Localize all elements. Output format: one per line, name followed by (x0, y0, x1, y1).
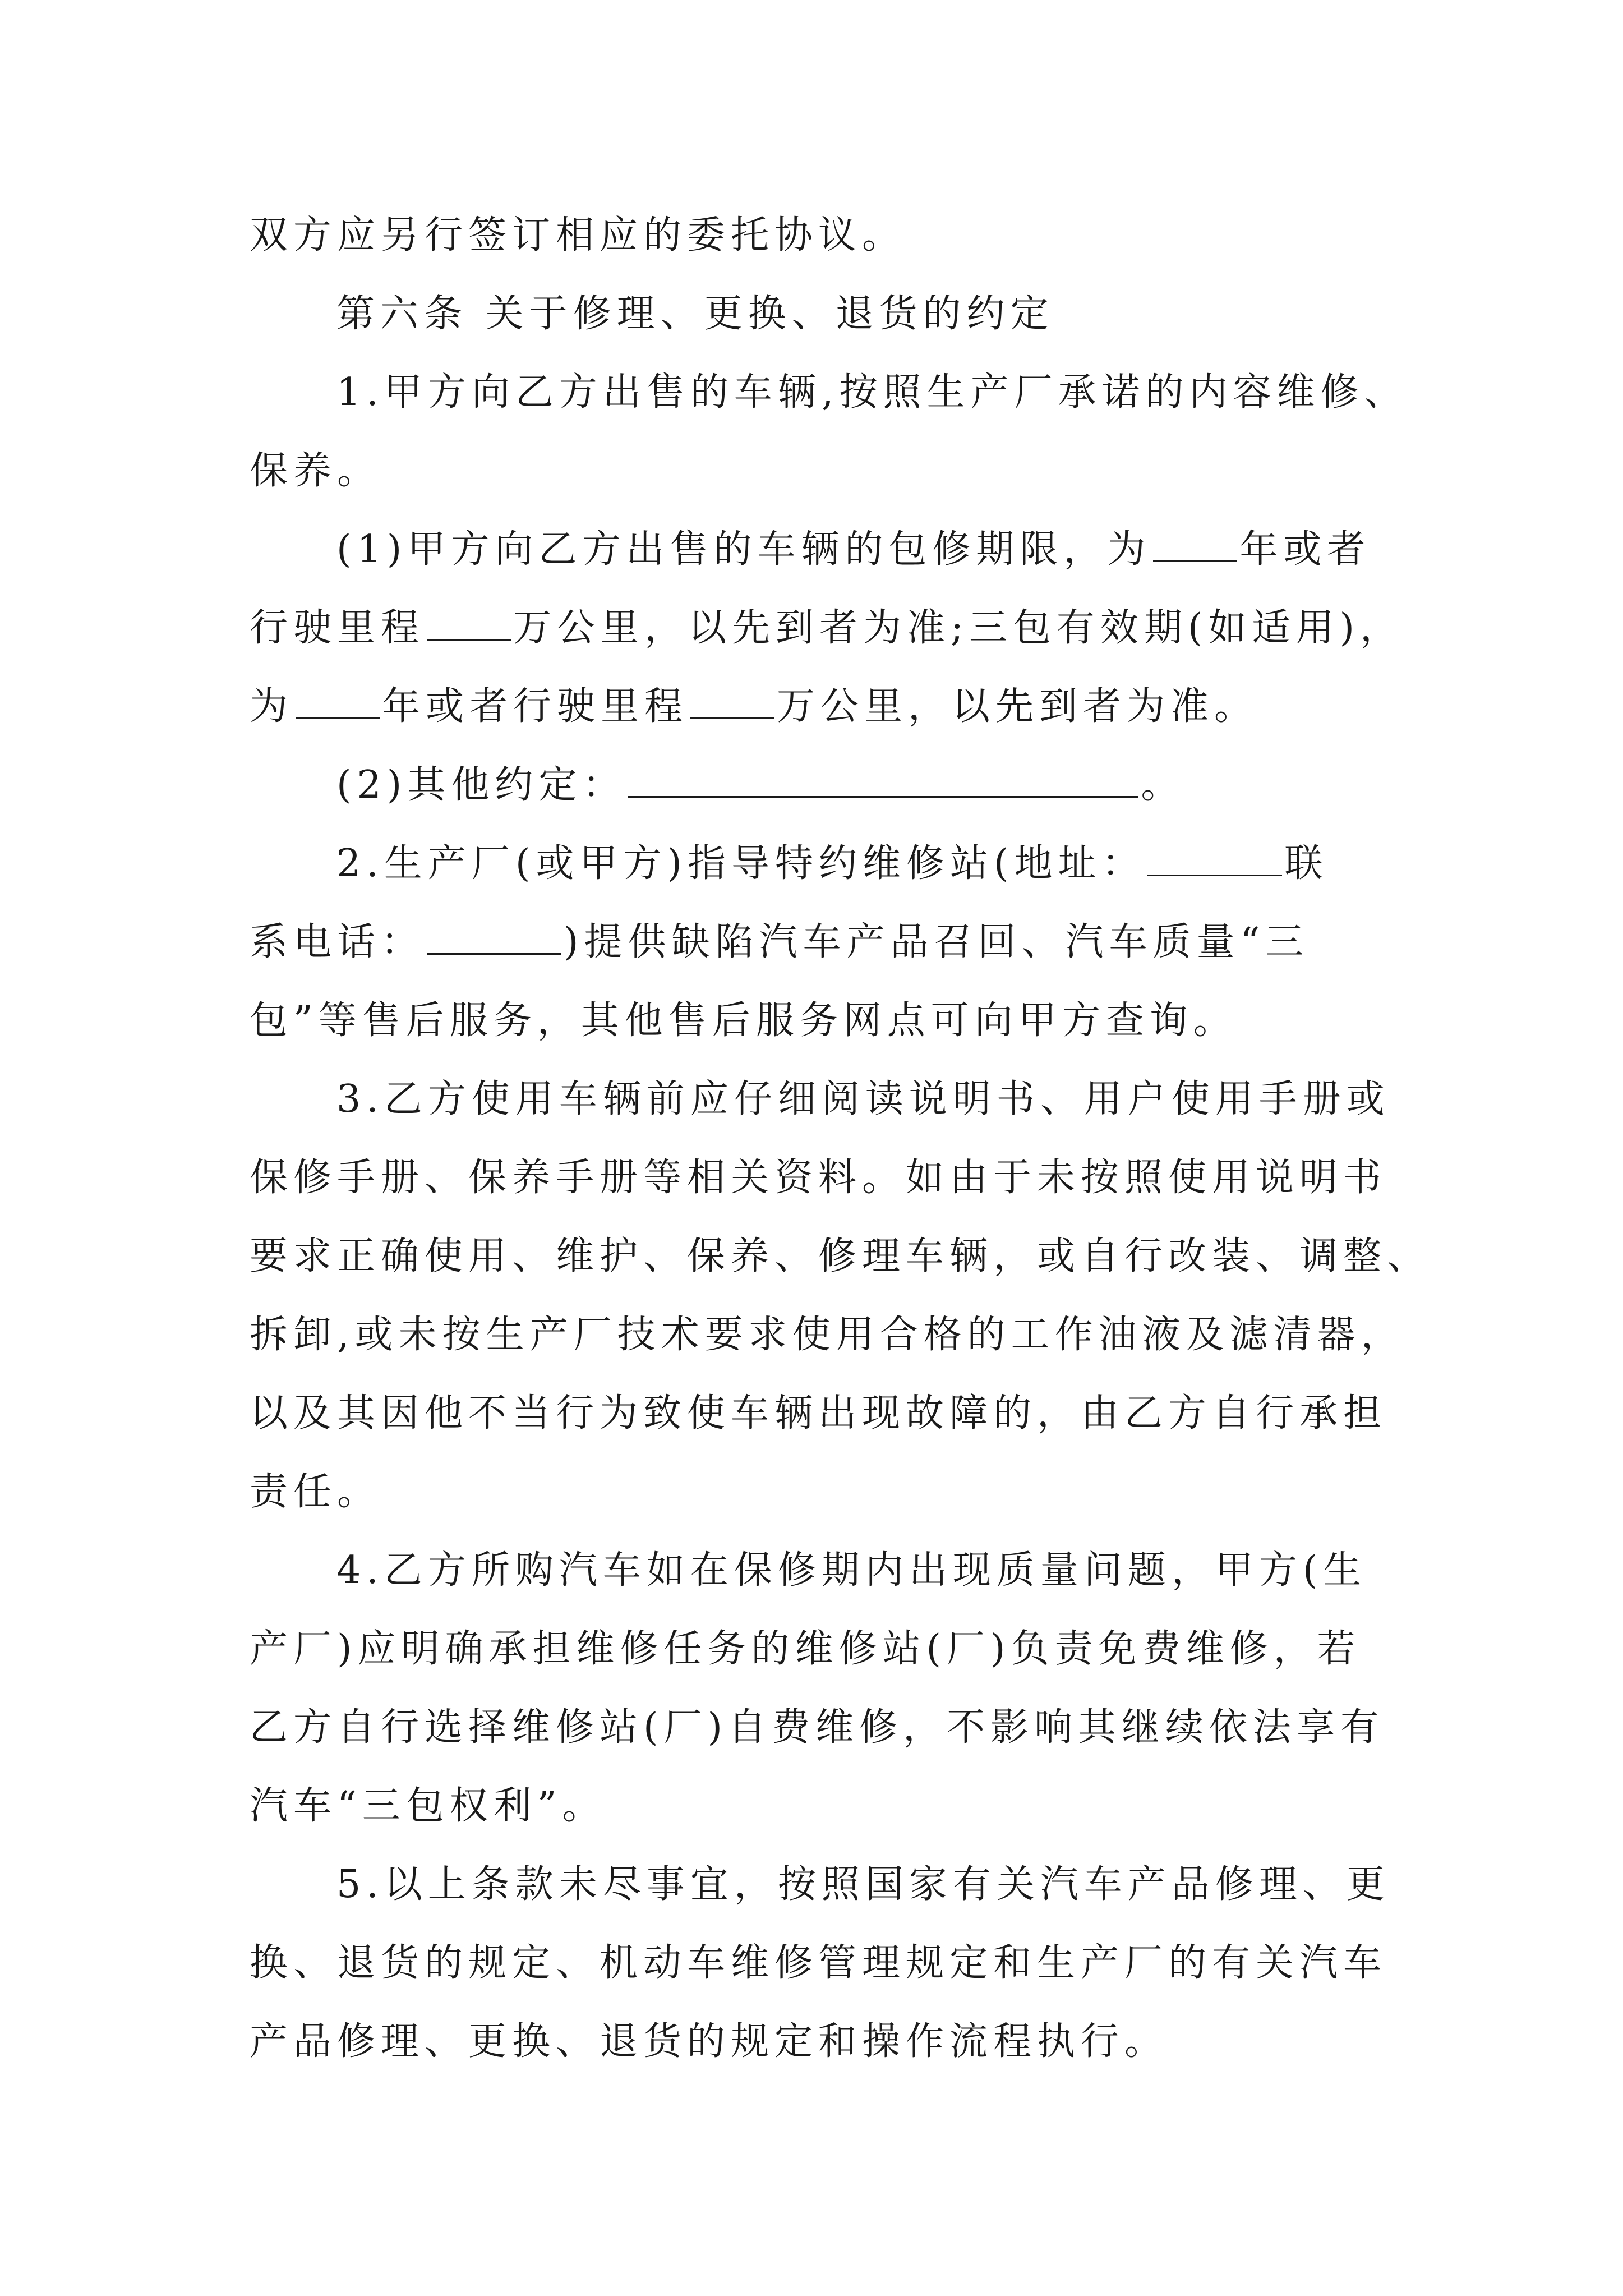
text-segment: (2)其他约定： (336, 763, 626, 807)
text-line: 拆卸,或未按生产厂技术要求使用合格的工作油液及滤清器， (250, 1313, 1405, 1357)
text-line: 以及其因他不当行为致使车辆出现故障的，由乙方自行承担 (250, 1391, 1387, 1435)
fill-in-blank[interactable] (628, 761, 1138, 798)
text-segment: 年或者 (1239, 527, 1371, 572)
text-line: 责任。 (250, 1470, 381, 1514)
text-segment: 联 (1284, 841, 1329, 886)
fill-in-blank[interactable] (296, 683, 380, 719)
text-segment: )提供缺陷汽车产品召回、汽车质量“三 (564, 920, 1310, 964)
text-line: 保修手册、保养手册等相关资料。如由于未按照使用说明书 (250, 1156, 1387, 1200)
text-line: 包”等售后服务，其他售后服务网点可向甲方查询。 (250, 999, 1237, 1043)
fill-in-blank[interactable] (690, 683, 774, 719)
text-segment: 行驶里程 (250, 606, 425, 650)
text-line: 换、退货的规定、机动车维修管理规定和生产厂的有关汽车 (250, 1941, 1387, 1985)
text-line (250, 914, 1309, 970)
text-segment: 年或者行驶里程 (382, 684, 689, 729)
text-segment: (1)甲方向乙方出售的车辆的包修期限，为 (336, 527, 1151, 572)
text-line: 4.乙方所购汽车如在保修期内出现质量问题，甲方(生 (336, 1548, 1367, 1593)
text-segment: 万公里，以先到者为准;三包有效期(如适用)， (513, 606, 1404, 650)
text-line: 保养。 (250, 449, 381, 493)
text-line (250, 600, 1404, 656)
text-line (336, 522, 1371, 578)
text-line: 产厂)应明确承担维修任务的维修站(厂)负责免费维修，若 (250, 1627, 1361, 1671)
text-segment: 万公里，以先到者为准。 (777, 684, 1258, 729)
text-segment: 2.生产厂(或甲方)指导特约维修站(地址： (336, 841, 1146, 886)
fill-in-blank[interactable] (1153, 526, 1237, 562)
text-line (336, 836, 1328, 892)
text-segment: 。 (1141, 763, 1185, 807)
text-line: 1.甲方向乙方出售的车辆,按照生产厂承诺的内容维修、 (336, 370, 1408, 415)
text-line: 乙方自行选择维修站(厂)自费维修，不影响其继续依法享有 (250, 1705, 1385, 1750)
fill-in-blank[interactable] (1147, 840, 1282, 876)
text-segment: 为 (250, 684, 294, 729)
article-heading: 第六条 关于修理、更换、退货的约定 (336, 292, 1054, 336)
text-line: 5.以上条款未尽事宜，按照国家有关汽车产品修理、更 (336, 1862, 1390, 1907)
text-line (336, 757, 1184, 813)
text-line: 汽车“三包权利”。 (250, 1784, 606, 1828)
fill-in-blank[interactable] (427, 604, 511, 641)
fill-in-blank[interactable] (427, 918, 561, 955)
text-line: 双方应另行签订相应的委托协议。 (250, 213, 906, 257)
text-line: 要求正确使用、维护、保养、修理车辆，或自行改装、调整、 (250, 1234, 1431, 1278)
text-segment: 系电话： (250, 920, 425, 964)
text-line (250, 679, 1258, 735)
text-line: 3.乙方使用车辆前应仔细阅读说明书、用户使用手册或 (336, 1077, 1390, 1121)
text-line: 产品修理、更换、退货的规定和操作流程执行。 (250, 2019, 1169, 2064)
